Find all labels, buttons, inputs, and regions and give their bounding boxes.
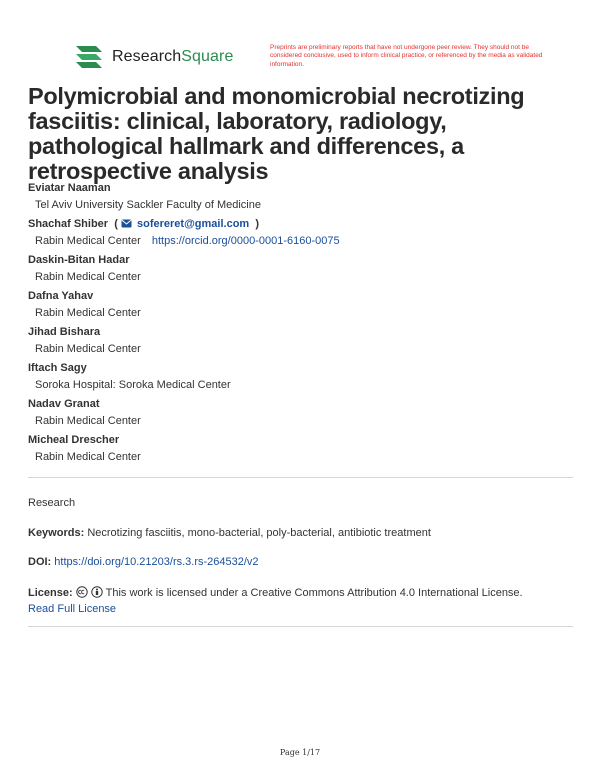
read-full-license-link[interactable]: Read Full License — [28, 603, 117, 615]
author-affiliation: Rabin Medical Center — [35, 343, 141, 355]
author-name: Shachaf Shiber — [28, 218, 109, 230]
author-name: Iftach Sagy — [28, 362, 87, 374]
author-name: Jihad Bishara — [28, 326, 101, 338]
author-affiliation: Soroka Hospital: Soroka Medical Center — [35, 379, 231, 391]
keywords-row — [28, 527, 588, 539]
author-item — [28, 216, 578, 250]
author-affiliation: Rabin Medical Center — [35, 415, 141, 427]
author-item — [28, 252, 578, 286]
attribution-icon — [91, 586, 103, 598]
author-item — [28, 324, 578, 358]
license-label: License: — [28, 587, 73, 599]
author-affiliation-row — [28, 233, 578, 250]
author-name: Eviatar Naaman — [28, 182, 111, 194]
page-number: Page 1/17 — [279, 748, 321, 757]
section-divider — [28, 477, 573, 478]
creative-commons-icon — [76, 586, 88, 598]
author-affiliation: Rabin Medical Center — [35, 307, 141, 319]
author-affiliation: Rabin Medical Center — [35, 235, 141, 247]
preprint-notice: Preprints are preliminary reports that have not undergone peer review. They should not be considered conclusive, used to inform clinical practice, or referenced by the media as validated information. — [270, 44, 543, 68]
keywords-value: Necrotizing fasciitis, mono-bacterial, poly-bacterial, antibiotic treatment — [87, 527, 431, 539]
author-item — [28, 360, 578, 394]
author-item — [28, 288, 578, 322]
author-affiliation: Tel Aviv University Sackler Faculty of Medicine — [35, 199, 261, 211]
paper-title: Polymicrobial and monomicrobial necrotizing fasciitis: clinical, laboratory, radiology, pathological hallmark and differences, a retrospective analysis — [28, 83, 525, 184]
author-email-link[interactable]: sofereret@gmail.com — [137, 218, 250, 230]
author-item — [28, 432, 578, 466]
author-name: Daskin-Bitan Hadar — [28, 254, 130, 266]
orcid-link[interactable]: https://orcid.org/0000-0001-6160-0075 — [151, 235, 340, 247]
logo-text: ResearchSquare — [112, 48, 234, 65]
author-item — [28, 396, 578, 430]
author-item — [28, 180, 578, 214]
doi-link[interactable]: https://doi.org/10.21203/rs.3.rs-264532/v2 — [54, 556, 259, 568]
author-affiliation: Rabin Medical Center — [35, 451, 141, 463]
envelope-icon — [121, 219, 132, 228]
research-square-logo[interactable] — [74, 44, 233, 70]
article-type: Research — [28, 497, 76, 509]
author-list — [28, 180, 578, 468]
author-name: Micheal Drescher — [28, 434, 120, 446]
section-divider — [28, 626, 573, 627]
research-square-logo-icon — [74, 44, 104, 70]
author-affiliation: Rabin Medical Center — [35, 271, 141, 283]
license-row — [28, 585, 588, 617]
author-name: Nadav Granat — [28, 398, 100, 410]
license-text: This work is licensed under a Creative Commons Attribution 4.0 International License. — [105, 587, 523, 599]
author-name: Dafna Yahav — [28, 290, 94, 302]
doi-row — [28, 556, 588, 568]
keywords-label: Keywords: — [28, 527, 85, 539]
doi-label: DOI: — [28, 556, 52, 568]
author-name-with-email: Shachaf Shiber ( sofereret@gmail.com ) — [28, 218, 260, 230]
